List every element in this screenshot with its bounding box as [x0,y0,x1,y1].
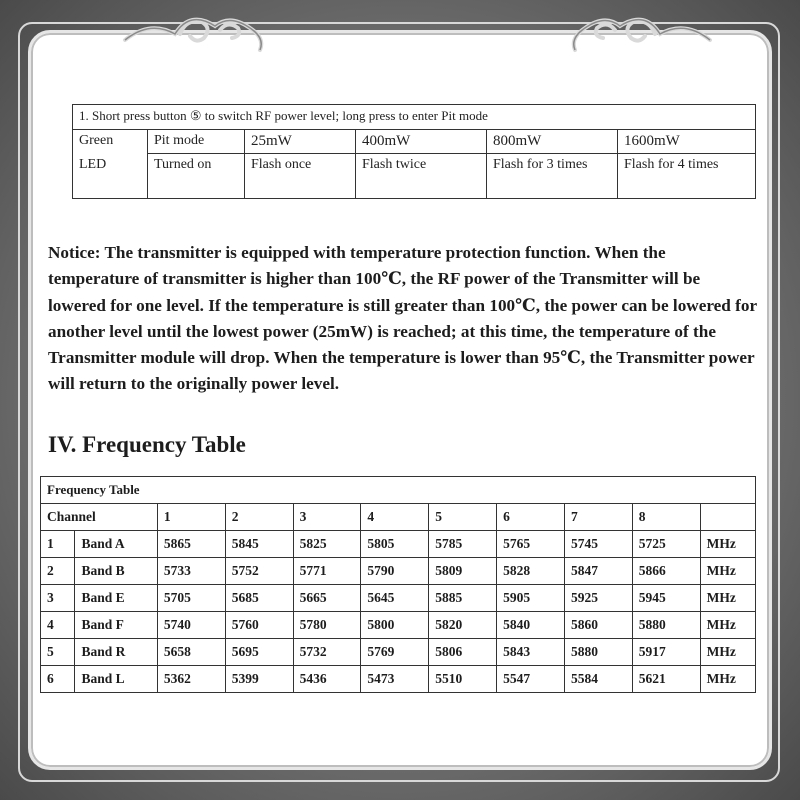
channel-number: 7 [564,504,632,531]
frequency-value-cell: 5740 [157,612,225,639]
frequency-value-cell: 5621 [632,666,700,693]
frequency-value-cell: 5665 [293,585,361,612]
band-name-cell: Band R [75,639,157,666]
frequency-value-cell: 5825 [293,531,361,558]
frequency-value-cell: 5843 [497,639,565,666]
unit-cell: MHz [700,585,755,612]
mode-cell: 800mW [487,130,618,154]
channel-number: 3 [293,504,361,531]
frequency-value-cell: 5945 [632,585,700,612]
mode-cell: 400mW [356,130,487,154]
unit-header-cell [700,504,755,531]
channel-number: 6 [497,504,565,531]
frequency-value-cell: 5733 [157,558,225,585]
cloud-ornament-left-icon [120,0,270,62]
row-index-cell: 6 [41,666,75,693]
unit-cell: MHz [700,639,755,666]
frequency-value-cell: 5510 [429,666,497,693]
unit-cell: MHz [700,666,755,693]
row-index-cell: 4 [41,612,75,639]
row-index-cell: 5 [41,639,75,666]
frequency-value-cell: 5925 [564,585,632,612]
frequency-value-cell: 5745 [564,531,632,558]
frequency-value-cell: 5760 [225,612,293,639]
frequency-value-cell: 5806 [429,639,497,666]
frequency-value-cell: 5769 [361,639,429,666]
frequency-value-cell: 5905 [497,585,565,612]
frequency-value-cell: 5584 [564,666,632,693]
frequency-value-cell: 5840 [497,612,565,639]
table-row [41,585,756,612]
channel-number: 1 [157,504,225,531]
mode-cell: Pit mode [148,130,245,154]
mode-cell: 25mW [245,130,356,154]
frequency-value-cell: 5473 [361,666,429,693]
row-index-cell: 3 [41,585,75,612]
frequency-value-cell: 5695 [225,639,293,666]
frequency-value-cell: 5845 [225,531,293,558]
frequency-value-cell: 5658 [157,639,225,666]
frequency-value-cell: 5362 [157,666,225,693]
channel-number: 2 [225,504,293,531]
frequency-value-cell: 5547 [497,666,565,693]
frequency-table-caption: Frequency Table [41,477,756,504]
frequency-table [40,476,756,693]
led-label-led: LED [79,157,107,172]
channel-number: 8 [632,504,700,531]
frequency-value-cell: 5399 [225,666,293,693]
frequency-value-cell: 5865 [157,531,225,558]
table-row [41,612,756,639]
frequency-value-cell: 5725 [632,531,700,558]
frequency-value-cell: 5880 [632,612,700,639]
unit-cell: MHz [700,558,755,585]
cloud-ornament-right-icon [565,0,715,62]
row-index-cell: 2 [41,558,75,585]
state-cell: Flash once [245,154,356,199]
unit-cell: MHz [700,531,755,558]
frequency-value-cell: 5752 [225,558,293,585]
frequency-value-cell: 5880 [564,639,632,666]
frequency-value-cell: 5645 [361,585,429,612]
led-label-green: Green [79,133,114,148]
table-row [41,531,756,558]
band-name-cell: Band A [75,531,157,558]
led-mode-table [72,104,756,199]
frequency-value-cell: 5436 [293,666,361,693]
table-row [41,666,756,693]
led-instruction: 1. Short press button ⑤ to switch RF power level; long press to enter Pit mode [73,105,756,130]
state-cell: Turned on [148,154,245,199]
band-name-cell: Band E [75,585,157,612]
frequency-value-cell: 5800 [361,612,429,639]
channel-number: 5 [429,504,497,531]
frequency-value-cell: 5847 [564,558,632,585]
frequency-value-cell: 5885 [429,585,497,612]
table-row [41,558,756,585]
frequency-value-cell: 5828 [497,558,565,585]
frequency-value-cell: 5785 [429,531,497,558]
frequency-value-cell: 5732 [293,639,361,666]
section-title: IV. Frequency Table [48,432,246,457]
band-name-cell: Band L [75,666,157,693]
frequency-value-cell: 5866 [632,558,700,585]
frequency-value-cell: 5771 [293,558,361,585]
band-name-cell: Band F [75,612,157,639]
frequency-value-cell: 5790 [361,558,429,585]
channel-number: 4 [361,504,429,531]
row-index-cell: 1 [41,531,75,558]
state-cell: Flash twice [356,154,487,199]
frequency-value-cell: 5860 [564,612,632,639]
mode-cell: 1600mW [618,130,756,154]
frequency-value-cell: 5685 [225,585,293,612]
state-cell: Flash for 3 times [487,154,618,199]
channel-label: Channel [41,504,158,531]
led-label-cell [73,130,148,199]
band-name-cell: Band B [75,558,157,585]
frequency-value-cell: 5805 [361,531,429,558]
frequency-value-cell: 5780 [293,612,361,639]
frequency-value-cell: 5765 [497,531,565,558]
channel-header-row [41,504,756,531]
table-row [41,639,756,666]
state-cell: Flash for 4 times [618,154,756,199]
frequency-value-cell: 5917 [632,639,700,666]
temperature-notice: Notice: The transmitter is equipped with temperature protection function. When the temperature of transmitter is higher than 100℃, the RF power of the Transmitter will be lowered for one level. If the temperature is still greater than 100℃, the power can be lowered for another level until the lowest power (25mW) is reached; at this time, the temperature of the Transmitter module will drop. When the temperature is lower than 95℃, the Transmitter power will return to the originally power level. [48,243,757,394]
frequency-value-cell: 5705 [157,585,225,612]
frequency-value-cell: 5809 [429,558,497,585]
unit-cell: MHz [700,612,755,639]
frequency-value-cell: 5820 [429,612,497,639]
